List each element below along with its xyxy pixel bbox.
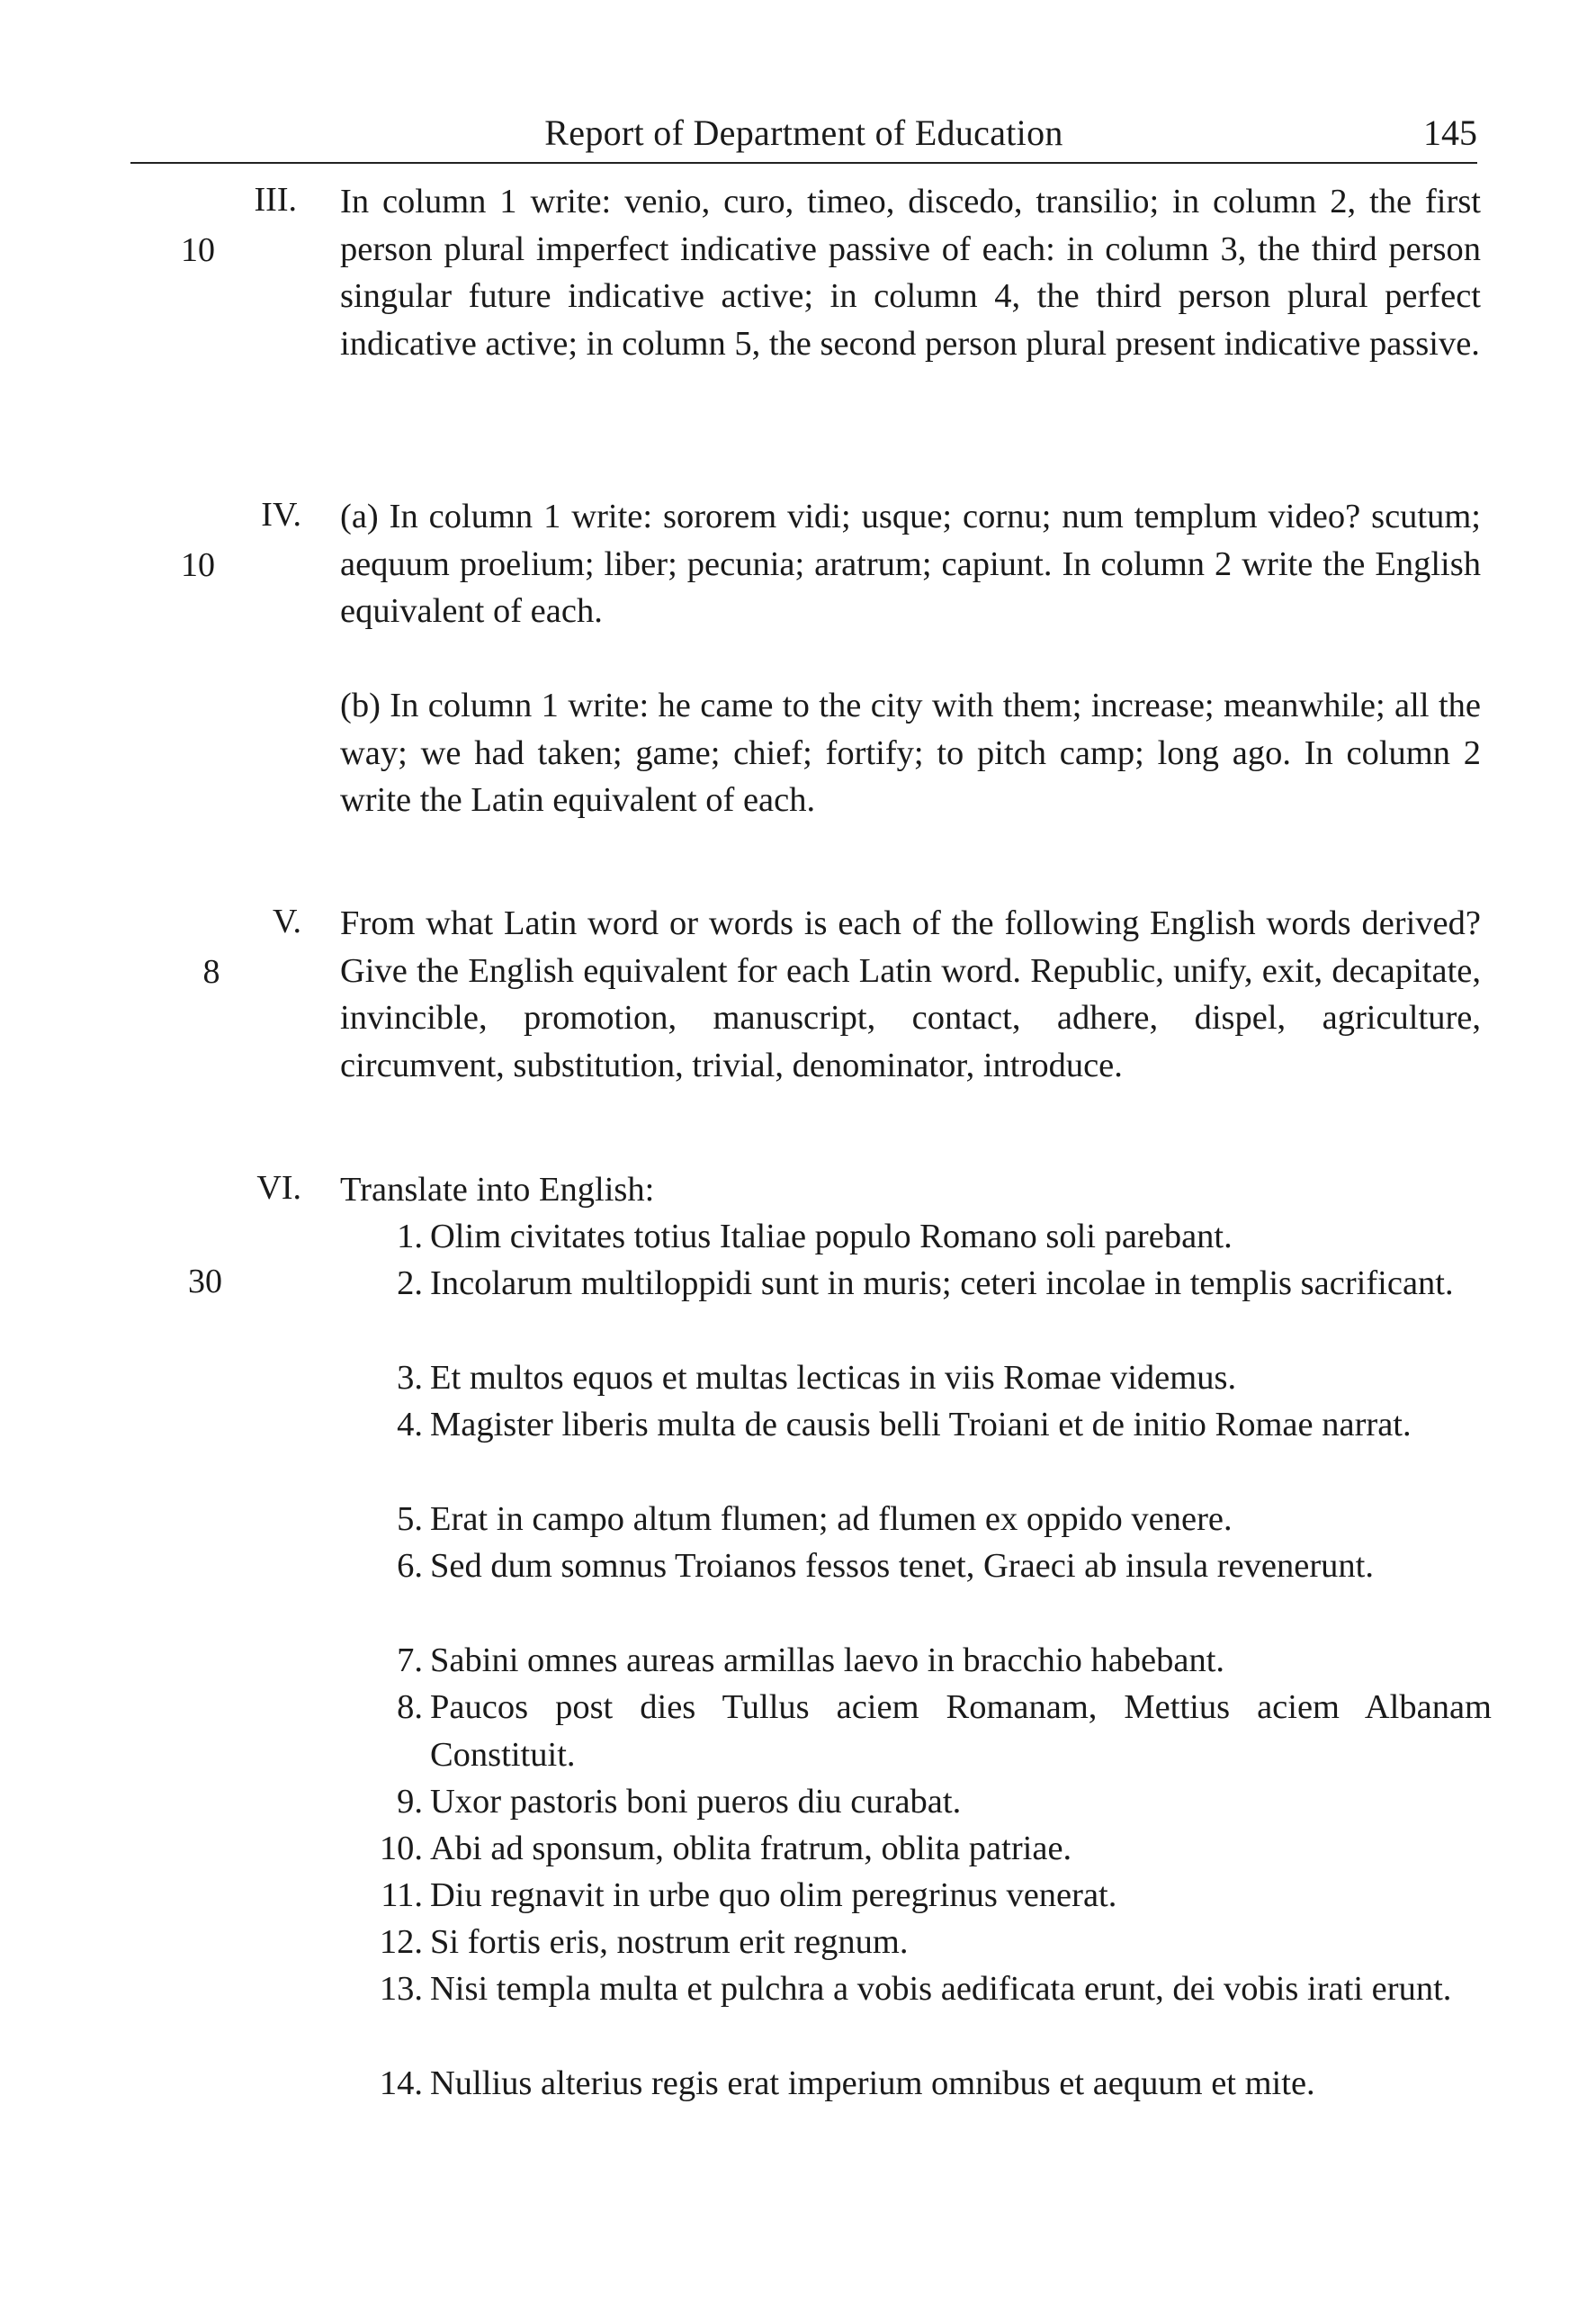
item-text: Si fortis eris, nostrum erit regnum. xyxy=(430,1923,909,1961)
item-number: 4. xyxy=(397,1406,423,1443)
item-number: 12. xyxy=(379,1923,423,1961)
question-numeral: V. xyxy=(272,903,301,940)
item-number: 6. xyxy=(397,1547,423,1585)
item-number: 11. xyxy=(381,1876,423,1914)
running-head xyxy=(130,106,1477,164)
page-number: 145 xyxy=(1423,112,1477,153)
item-number: 9. xyxy=(397,1783,423,1821)
item-text: Abi ad sponsum, oblita fratrum, oblita patriae. xyxy=(430,1830,1072,1867)
item-text: Uxor pastoris boni pueros diu curabat. xyxy=(430,1783,962,1821)
item-text: Olim civitates totius Italiae populo Romano soli parebant. xyxy=(430,1218,1233,1255)
item-number: 5. xyxy=(397,1500,423,1538)
question-text: In column 1 write: venio, curo, timeo, discedo, transilio; in column 2, the first person plural imperfect indicative passive of each: in column 3, the third person singular future indicative active; in column 4, the third person plural perfect indicative active; in column 5, the second person plural present indicative passive. xyxy=(340,183,1481,363)
item-number: 2. xyxy=(397,1264,423,1302)
item-number: 1. xyxy=(397,1218,423,1255)
item-text: Erat in campo altum flumen; ad flumen ex oppido venere. xyxy=(430,1500,1233,1538)
item-text: Diu regnavit in urbe quo olim peregrinus venerat. xyxy=(430,1876,1117,1914)
question-numeral: IV. xyxy=(261,496,301,534)
question-marks: 10 xyxy=(181,546,215,584)
question-marks: 8 xyxy=(202,953,220,991)
item-number: 14. xyxy=(379,2064,423,2102)
item-number: 7. xyxy=(397,1641,423,1679)
question-numeral: III. xyxy=(254,181,297,219)
question-intro: Translate into English: xyxy=(340,1171,655,1209)
item-text: Nisi templa multa et pulchra a vobis aedificata erunt, dei vobis irati erunt. xyxy=(430,1970,1452,2008)
question-text: From what Latin word or words is each of the following English words derived? Give the English equivalent for each Latin word. Republic, unify, exit, decapitate, invincible, promotion, manuscript, contact, adhere, dispel, agriculture, circumvent, substitution, trivial, denominator, introduce. xyxy=(340,904,1481,1084)
question-part-a: (a) In column 1 write: sororem vidi; usque; cornu; num templum video? scutum; aequum proelium; liber; pecunia; aratrum; capiunt. In column 2 write the English equivalent of each. xyxy=(340,498,1481,630)
question-part-b: (b) In column 1 write: he came to the city with them; increase; meanwhile; all the way; we had taken; game; chief; fortify; to pitch camp; long ago. In column 2 write the Latin equivalent of each. xyxy=(340,687,1481,819)
question-numeral: VI. xyxy=(256,1169,301,1207)
item-number: 10. xyxy=(379,1830,423,1867)
item-text: Magister liberis multa de causis belli Troiani et de initio Romae narrat. xyxy=(430,1406,1412,1443)
item-text: Sabini omnes aureas armillas laevo in bracchio habebant. xyxy=(430,1641,1225,1679)
item-number: 8. xyxy=(397,1688,423,1726)
question-marks: 30 xyxy=(188,1263,222,1300)
item-text: Incolarum multiloppidi sunt in muris; ceteri incolae in templis sacrificant. xyxy=(430,1264,1454,1302)
item-text: Et multos equos et multas lecticas in viis Romae videmus. xyxy=(430,1359,1237,1397)
item-number: 3. xyxy=(397,1359,423,1397)
item-text: Sed dum somnus Troianos fessos tenet, Graeci ab insula revenerunt. xyxy=(430,1547,1374,1585)
question-marks: 10 xyxy=(181,231,215,269)
item-number: 13. xyxy=(379,1970,423,2008)
running-title: Report of Department of Education xyxy=(544,112,1063,153)
item-text: Nullius alterius regis erat imperium omnibus et aequum et mite. xyxy=(430,2064,1315,2102)
item-text: Paucos post dies Tullus aciem Romanam, Mettius aciem Albanam Constituit. xyxy=(430,1688,1492,1774)
